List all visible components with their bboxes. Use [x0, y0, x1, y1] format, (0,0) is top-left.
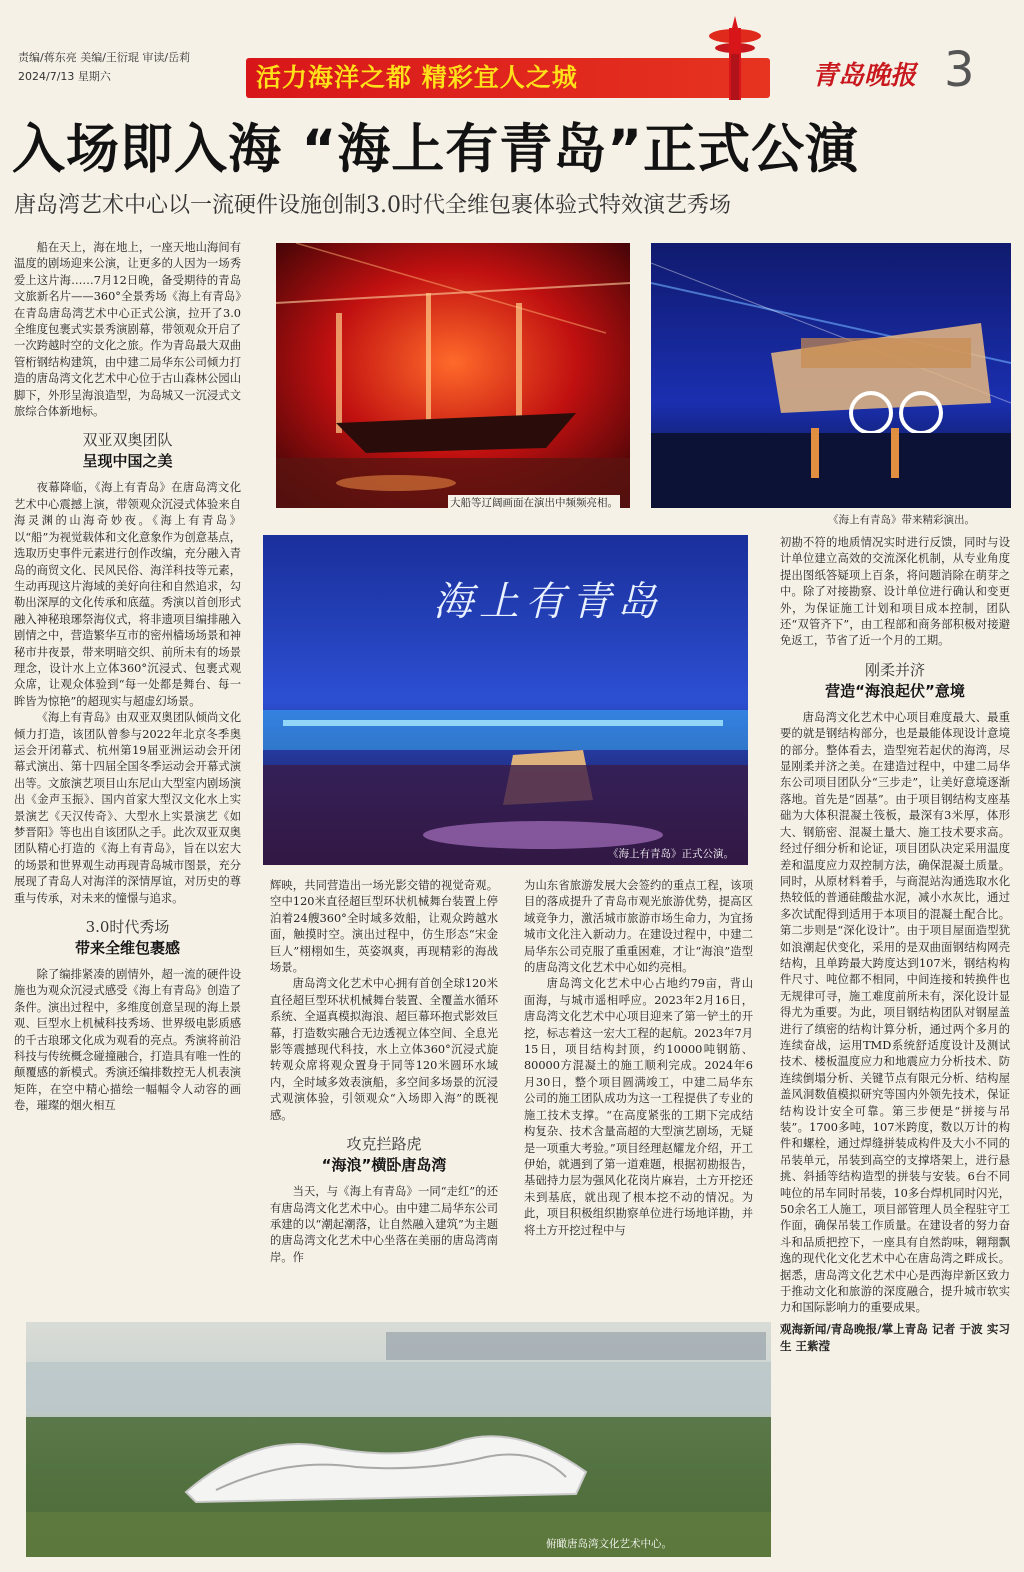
section-kicker: 3.0时代秀场 [85, 918, 170, 937]
credits [18, 48, 190, 86]
byline: 观海新闻/青岛晚报/掌上青岛 记者 于波 实习生 王紫滢 [780, 1321, 1010, 1353]
section-title: “海浪”横卧唐岛湾 [321, 1156, 447, 1175]
photo-caption: 《海上有青岛》正式公演。 [608, 848, 734, 860]
column-1 [14, 240, 241, 1115]
photo-caption: 《海上有青岛》带来精彩演出。 [828, 514, 975, 526]
editor-credits: 责编/蒋东亮 美编/王衍琨 审读/岳莉 [18, 51, 191, 64]
section-title: 营造“海浪起伏”意境 [825, 681, 965, 700]
masthead: 青岛晚报 [812, 61, 917, 91]
column-4 [780, 535, 1010, 1355]
paragraph: 辉映，共同营造出一场光影交错的视觉奇观。空中120米直径超巨型环状机械舞台装置上停泊着24艘360°全时域多效船，让观众跨越水面，触摸时空。演出过程中，仿生形态“宋金巨人”栩栩如生，英姿飒爽，再现精彩的海战场景。 [270, 879, 498, 975]
slogan-banner [246, 58, 770, 98]
paragraph: 唐岛湾文化艺术中心占地约79亩，背山面海，与城市遥相呼应。2023年2月16日，唐岛湾文化艺术中心项目迎来了第一铲土的开挖，标志着这一宏大工程的起航。2023年7月15日，项目结构封顶，约10000吨钢筋、80000方混凝土的施工顺利完成。2024年6月30日，整个项目圆满竣工，中建二局华东公司的施工团队成功为这一工程提供了专业的施工技术支撑。“在高度紧张的工期下完成结构复杂、技术含量高超的大型演艺剧场，无疑是一项重大考验。”项目经理赵耀龙介绍，开工伊始，就遇到了第一道难题，根据初勘报告，基础持力层为强风化花岗片麻岩，土方开挖还未到基底，就出现了根本挖不动的情况。为此，项目积极组织勘察单位进行场地详勘，并将土方开挖过程中与 [524, 977, 753, 1237]
paragraph: 夜幕降临，《海上有青岛》在唐岛湾文化艺术中心震撼上演，带领观众沉浸式体验来自海灵渊的山海奇妙夜。《海上有青岛》以“船”为视觉载体和文化意象作为创意基点，选取历史事件元素进行创作改编，充分融入青岛的商贸文化、民风民俗、海洋科技等元素，生动再现这片海域的美好向往和自然追求，勾勒出深厚的文化传承和底蕴。秀演以首创形式融入神秘琅琊祭海仪式，将非遗项目编排融入剧情之中，营造繁华互市的密州樯场场景和神秘市井夜景，带来明暗交织、前所未有的场景理念，设计水上立体360°沉浸式、包裹式观众席，让观众体验到“每一处都是舞台、每一眸皆为惊艳”的超现实与超虚幻场景。 [14, 481, 241, 708]
aerial-photo [26, 1322, 771, 1557]
section-title: 带来全维包裹感 [74, 939, 180, 958]
section-kicker: 攻克拦路虎 [346, 1135, 422, 1154]
slogan-text: 活力海洋之都 精彩宜人之城 [256, 63, 578, 92]
drone-display-text: 海上有青岛 [433, 579, 663, 625]
issue-date: 2024/7/13 星期六 [18, 70, 111, 83]
tower-logo-icon [700, 14, 770, 100]
paragraph: 除了编排紧凑的剧情外，超一流的硬件设施也为观众沉浸式感受《海上有青岛》创造了条件。演出过程中，多维度创意呈现的海上景观、巨型水上机械科技秀场、世界级电影质感的千古琅琊文化成为观看的亮点。秀演将前沿科技与传统概念碰撞融合，打造具有唯一性的颠覆感的新模式。秀演还编排数控无人机表演矩阵，在空中精心描绘一幅幅令人动容的画卷，璀璨的烟火相互 [14, 968, 241, 1113]
drone-photo [263, 535, 748, 865]
column-2 [270, 878, 498, 1266]
paragraph: 为山东省旅游发展大会签约的重点工程，该项目的落成提升了青岛市观光旅游优势，提高区域竞争力，激活城市旅游市场生命力，为宜扬城市文化注入新动力。在建设过程中，中建二局华东公司克服了重重困难，才让“海浪”造型的唐岛湾文化艺术中心如约亮相。 [524, 879, 753, 975]
subheadline: 唐岛湾艺术中心以一流硬件设施创制3.0时代全维包裹体验式特效演艺秀场 [14, 193, 731, 218]
show-photo [651, 243, 1011, 508]
paragraph: 当天，与《海上有青岛》一同“走红”的还有唐岛湾文化艺术中心。由中建二局华东公司承建的以“潮起潮落，让自然融入建筑”为主题的唐岛湾文化艺术中心坐落在美丽的唐岛湾南岸。作 [270, 1185, 498, 1264]
section-heading-3 [270, 1134, 498, 1176]
ship-photo [276, 243, 630, 508]
section-heading-2 [14, 917, 241, 959]
section-title: 呈现中国之美 [82, 452, 173, 471]
paragraph: 《海上有青岛》由双亚双奥团队倾尚文化倾力打造，该团队曾参与2022年北京冬季奥运会开闭幕式、杭州第19届亚洲运动会开闭幕式演出、第十四届全国冬季运动会开幕式演出等。文旅演艺项目山东尼山大型室内剧场演出《金声玉振》、国内首家大型汉文化水上实景演艺《天汉传奇》、大型水上实景演艺《如梦晋阳》等也出自该团队之手。此次双亚双奥团队精心打造的《海上有青岛》，旨在以宏大的场景和世界观生动再现青岛城市图景，充分展现了青岛人对海洋的深情厚谊，对历史的尊重与传承，对未来的憧憬与追求。 [14, 711, 241, 905]
section-heading-4 [780, 660, 1010, 702]
photo-caption: 大船等辽阔画面在演出中频频亮相。 [450, 497, 618, 508]
intro-paragraph: 船在天上，海在地上，一座天地山海间有温度的剧场迎来公演，让更多的人因为一场秀爱上这片海……7月12日晚，备受期待的青岛文旅新名片——360°全景秀场《海上有青岛》在青岛唐岛湾艺术中心正式公演，拉开了3.0全维度包裹式实景秀演剧幕，带领观众开启了一次跨越时空的文化之旅。作为青岛最大双曲管桁钢结构建筑，由中建二局华东公司倾力打造的唐岛湾文化艺术中心位于古山森林公园山脚下，外形呈海浪造型，为岛城又一沉浸式文旅综合体新地标。 [14, 241, 241, 419]
column-3 [524, 878, 753, 1239]
headline: 入场即入海 “海上有青岛”正式公演 [12, 119, 860, 180]
photo-caption: 俯瞰唐岛湾文化艺术中心。 [546, 1538, 672, 1550]
paragraph: 初勘不符的地质情况实时进行反馈，同时与设计单位建立高效的交流深化机制，从专业角度提出图纸答疑项上百条，将问题消除在萌芽之中。除了对接勘察、设计单位进行确认和变更外，为保证施工计划和项目成本控制，团队还“双管齐下”，由工程部和商务部积极对接避免返工，节省了近一个月的工期。 [780, 536, 1010, 648]
paragraph: 唐岛湾文化艺术中心拥有首创全球120米直径超巨型环状机械舞台装置、全覆盖水循环系统、全逼真模拟海浪、超巨幕环抱式影效巨幕，打造数实融合无边透视立体空间、全息光影等震撼现代科技，水上立体360°沉浸式旋转观众席将观众置身于同等120米圆环水域内，全时域多效表演船，多空间多场景的沉浸式观演体验，引领观众“入场即入海”的既视感。 [270, 977, 498, 1122]
section-kicker: 双亚双奥团队 [82, 431, 173, 450]
section-heading-1 [14, 430, 241, 472]
page-number: 3 [944, 42, 975, 98]
section-kicker: 刚柔并济 [864, 660, 925, 679]
paragraph: 唐岛湾文化艺术中心项目难度最大、最重要的就是钢结构部分，也是最能体现设计意境的部分。整体看去，造型宛若起伏的海湾，尽显刚柔并济之美。在建造过程中，中建二局华东公司项目团队分“三步走”，让美好意境逐渐落地。首先是“固基”。由于项目钢结构支座基础为大体积混凝土筏板，最深有3米厚，体形大、钢筋密、混凝土量大、施工技术要求高。经过仔细分析和论证，项目团队决定采用温度差和温度应力双控制方法，确保混凝土质量。同时，从原材料着手，与商混站沟通选取水化热较低的普通硅酸盐水泥，减小水灰比，通过多次试配得到适用于本项目的混凝土配合比。第二步则是“深化设计”。由于项目屋面造型犹如浪潮起伏变化，采用的是双曲面钢结构网壳结构，且单跨最大跨度达到107米，钢结构构件尺寸、吨位都不相同，中间连接和转换件也无规律可寻，施工难度前所未有，深化设计显得尤为重要。为此，项目钢结构团队对钢屋盖进行了缜密的结构计算分析，通过两个多月的连续奋战，运用TMD系统舒适度设计及测试技术、楼板温度应力和地震应力分析技术、防连续倒塌分析、关键节点有限元分析、结构屋盖风洞数值模拟研究等国内外领先技术，保证结构设计安全可靠。第三步便是“拼接与吊装”。1700多吨，107米跨度，数以万计的构件和螺栓，通过焊缝拼装成构件及大小不同的吊装单元，吊装到高空的支撑塔架上，进行悬挑、斜插等结构造型的拼装与安装。6台不同吨位的吊车同时吊装，10多台焊机同时闪光，50余名工人施工，项目部管理人员全程驻守工作面，确保吊装工作质量。在建设者的努力奋斗和品质把控下，一座具有自然韵味，翱翔飘逸的现代化文化艺术中心在唐岛湾之畔成长。据悉，唐岛湾文化艺术中心是西海岸新区致力于推动文化和旅游的深度融合，提升城市软实力和国际影响力的重要成果。 [780, 710, 1010, 1315]
